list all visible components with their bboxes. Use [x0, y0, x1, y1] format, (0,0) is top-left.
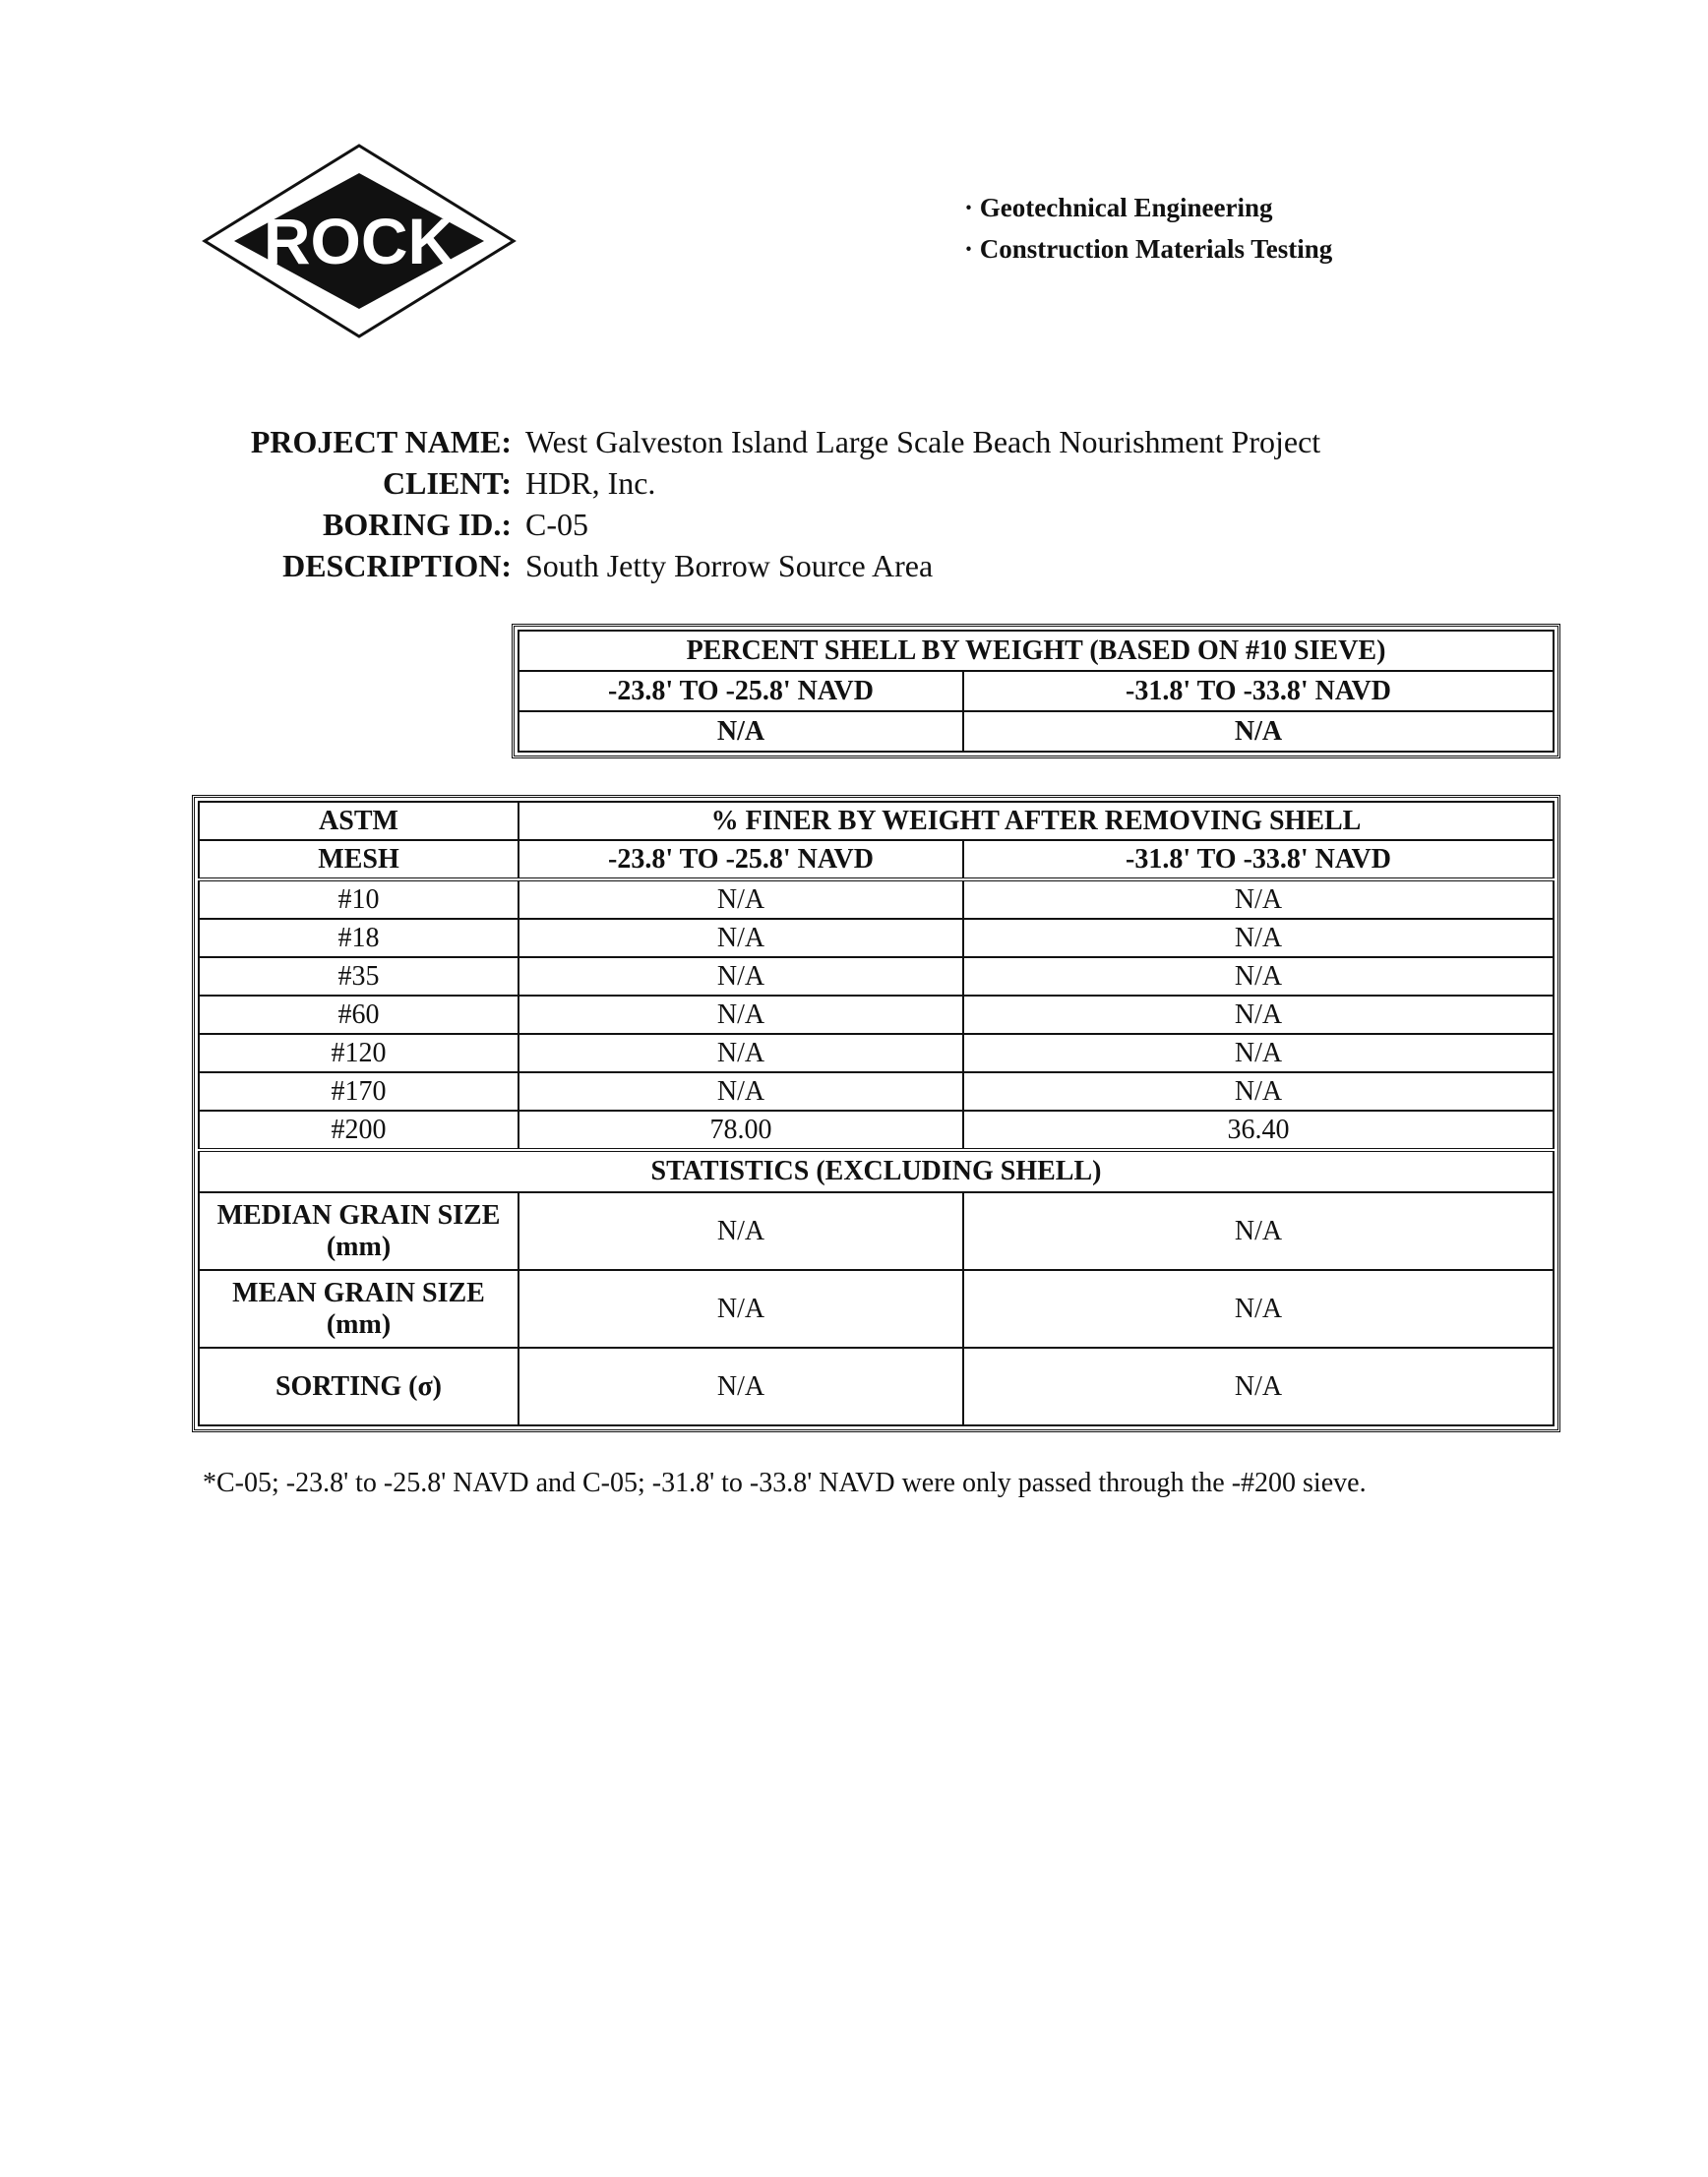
mesh-cell: #170 [199, 1072, 518, 1111]
table-row [199, 1072, 1554, 1111]
description-label: DESCRIPTION: [282, 548, 512, 583]
client-label: CLIENT: [383, 465, 512, 501]
astm-header: ASTM [199, 802, 518, 840]
mesh-header: MESH [199, 840, 518, 879]
table-cell: N/A [518, 957, 963, 996]
stats-row [199, 1270, 1554, 1348]
project-info [197, 421, 1320, 586]
table-cell: N/A [963, 919, 1554, 957]
services-list [964, 187, 1332, 270]
column-header: -31.8' TO -33.8' NAVD [963, 671, 1554, 711]
sieve-analysis-table [198, 801, 1555, 1426]
table-cell: N/A [518, 711, 963, 752]
boring-id-label: BORING ID.: [322, 507, 512, 542]
column-header: -31.8' TO -33.8' NAVD [963, 840, 1554, 879]
company-logo [197, 138, 521, 344]
table-cell: N/A [518, 996, 963, 1034]
table-cell: N/A [518, 1072, 963, 1111]
mesh-cell: #120 [199, 1034, 518, 1072]
footnote: *C-05; -23.8' to -25.8' NAVD and C-05; -31.8' to -33.8' NAVD were only passed through the -#200 sieve. [203, 1468, 1367, 1498]
table-cell: N/A [518, 919, 963, 957]
mesh-cell: #10 [199, 879, 518, 919]
table-cell: N/A [518, 1270, 963, 1348]
table-cell: 78.00 [518, 1111, 963, 1150]
table-row [199, 996, 1554, 1034]
table-row [199, 957, 1554, 996]
shell-percent-table [518, 630, 1555, 753]
table-cell: N/A [963, 1192, 1554, 1270]
service-item: · Construction Materials Testing [964, 228, 1332, 270]
table-cell: N/A [963, 996, 1554, 1034]
table-cell: N/A [963, 1348, 1554, 1425]
logo-text: ROCK [263, 205, 456, 277]
column-header: -23.8' TO -25.8' NAVD [518, 840, 963, 879]
table-cell: 36.40 [963, 1111, 1554, 1150]
stats-row [199, 1348, 1554, 1425]
table-row [199, 1111, 1554, 1150]
table-cell: N/A [963, 879, 1554, 919]
table-cell: N/A [518, 1348, 963, 1425]
sieve-table-title: % FINER BY WEIGHT AFTER REMOVING SHELL [518, 802, 1554, 840]
mesh-cell: #18 [199, 919, 518, 957]
table-cell: N/A [963, 1072, 1554, 1111]
statistics-title: STATISTICS (EXCLUDING SHELL) [199, 1150, 1554, 1192]
shell-table-title: PERCENT SHELL BY WEIGHT (BASED ON #10 SIEVE) [518, 631, 1554, 671]
table-row [199, 879, 1554, 919]
stats-row [199, 1192, 1554, 1270]
project-name: West Galveston Island Large Scale Beach Nourishment Project [525, 424, 1321, 459]
client: HDR, Inc. [525, 465, 656, 501]
mesh-cell: #200 [199, 1111, 518, 1150]
column-header: -23.8' TO -25.8' NAVD [518, 671, 963, 711]
service-item: · Geotechnical Engineering [964, 187, 1332, 228]
table-cell: N/A [518, 1034, 963, 1072]
boring-id: C-05 [525, 507, 588, 542]
description: South Jetty Borrow Source Area [525, 548, 934, 583]
stats-label: MEDIAN GRAIN SIZE (mm) [199, 1192, 518, 1270]
project-name-label: PROJECT NAME: [250, 424, 512, 459]
table-cell: N/A [518, 879, 963, 919]
table-cell: N/A [963, 1034, 1554, 1072]
table-cell: N/A [963, 1270, 1554, 1348]
mesh-cell: #35 [199, 957, 518, 996]
mesh-cell: #60 [199, 996, 518, 1034]
table-row [199, 919, 1554, 957]
stats-label: MEAN GRAIN SIZE (mm) [199, 1270, 518, 1348]
table-cell: N/A [963, 957, 1554, 996]
stats-label: SORTING (σ) [199, 1348, 518, 1425]
table-cell: N/A [963, 711, 1554, 752]
table-cell: N/A [518, 1192, 963, 1270]
table-row [199, 1034, 1554, 1072]
